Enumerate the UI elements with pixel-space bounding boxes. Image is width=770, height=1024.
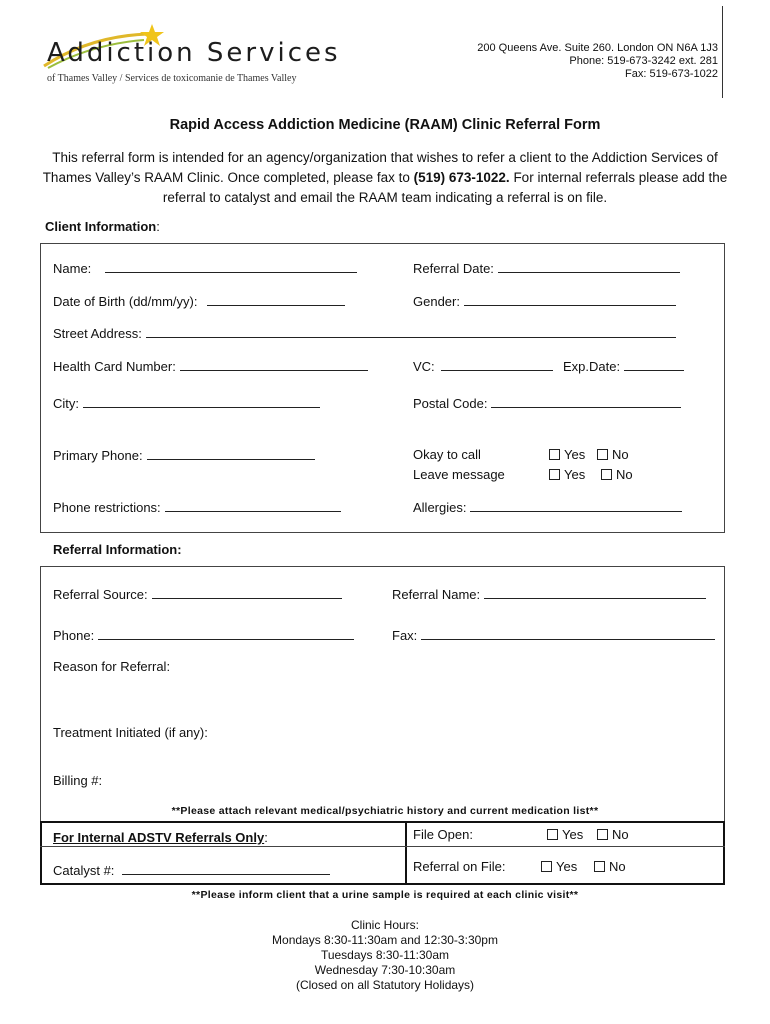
file-open-yes[interactable]: Yes [547,827,583,842]
checkbox-icon [541,861,552,872]
hours-monday: Mondays 8:30-11:30am and 12:30-3:30pm [272,933,498,947]
referral-name-field[interactable]: Referral Name: [392,586,706,602]
billing-field[interactable]: Billing #: [53,773,103,788]
checkbox-icon [594,861,605,872]
primary-phone-field[interactable]: Primary Phone: [53,447,315,463]
referral-source-field[interactable]: Referral Source: [53,586,342,602]
referral-info-heading: Referral Information: [53,542,182,557]
referral-date-field[interactable]: Referral Date: [413,260,680,276]
street-address-field[interactable]: Street Address: [53,325,676,341]
file-open-no[interactable]: No [597,827,629,842]
attach-history-note: **Please attach relevant medical/psychiatric history and current medication list** [171,805,599,817]
form-title: Rapid Access Addiction Medicine (RAAM) Clinic Referral Form [169,117,601,133]
referral-on-file-yes[interactable]: Yes [541,859,577,874]
checkbox-icon [549,469,560,480]
catalyst-field[interactable]: Catalyst #: [53,862,330,878]
intro-paragraph [40,148,730,208]
referral-phone-field[interactable]: Phone: [53,627,354,643]
referral-on-file-no[interactable]: No [594,859,626,874]
exp-date-field[interactable]: Exp.Date: [563,358,684,374]
hours-tuesday: Tuesdays 8:30-11:30am [320,948,450,962]
contact-block [477,42,718,81]
referral-on-file-label: Referral on File: [413,859,506,874]
internal-divider-vertical [405,821,407,885]
hours-wednesday: Wednesday 7:30-10:30am [314,963,456,977]
intro-fax-number: (519) 673-1022. [413,170,510,185]
allergies-field[interactable]: Allergies: [413,499,682,515]
checkbox-icon [597,449,608,460]
header-divider [722,6,723,98]
client-info-box [40,243,725,533]
dob-field[interactable]: Date of Birth (dd/mm/yy): [53,293,345,309]
treatment-initiated-field[interactable]: Treatment Initiated (if any): [53,725,208,740]
referral-fax-field[interactable]: Fax: [392,627,715,643]
internal-divider-horizontal [40,846,725,847]
fax-line: Fax: 519-673-1022 [625,68,718,80]
leave-message-yes[interactable]: Yes [549,467,585,482]
referral-info-box [40,566,725,822]
logo-text: Addiction Services [47,38,341,68]
okay-to-call-label: Okay to call [413,447,481,462]
reason-for-referral-field[interactable]: Reason for Referral: [53,659,171,674]
checkbox-icon [601,469,612,480]
leave-message-label: Leave message [413,467,505,482]
okay-to-call-no[interactable]: No [597,447,629,462]
internal-referrals-heading: For Internal ADSTV Referrals Only: [53,830,268,845]
phone-restrictions-field[interactable]: Phone restrictions: [53,499,341,515]
checkbox-icon [549,449,560,460]
checkbox-icon [547,829,558,840]
okay-to-call-yes[interactable]: Yes [549,447,585,462]
urine-sample-note: **Please inform client that a urine sample is required at each clinic visit** [191,889,579,901]
file-open-label: File Open: [413,827,473,842]
city-field[interactable]: City: [53,395,320,411]
clinic-hours [0,918,770,993]
intro-text-2: For internal referrals please add the referral to catalyst and email the RAAM team indicating a referral is on file. [162,170,728,205]
postal-code-field[interactable]: Postal Code: [413,395,681,411]
client-info-heading: Client Information: [45,219,160,234]
name-field[interactable]: Name: [53,260,357,276]
logo-subtitle: of Thames Valley / Services de toxicomanie de Thames Valley [47,73,297,84]
leave-message-no[interactable]: No [601,467,633,482]
intro-text-1: This referral form is intended for an agency/organization that wishes to refer a client to the Addiction Services of Thames Valley’s RAAM Clinic. Once completed, please fax to [42,150,718,185]
hours-closed: (Closed on all Statutory Holidays) [295,978,475,992]
phone-line: Phone: 519-673-3242 ext. 281 [569,55,718,67]
checkbox-icon [597,829,608,840]
vc-field[interactable]: VC: [413,358,553,374]
hours-heading: Clinic Hours: [350,918,419,932]
address-line: 200 Queens Ave. Suite 260. London ON N6A 1J3 [477,42,718,54]
gender-field[interactable]: Gender: [413,293,676,309]
health-card-field[interactable]: Health Card Number: [53,358,368,374]
